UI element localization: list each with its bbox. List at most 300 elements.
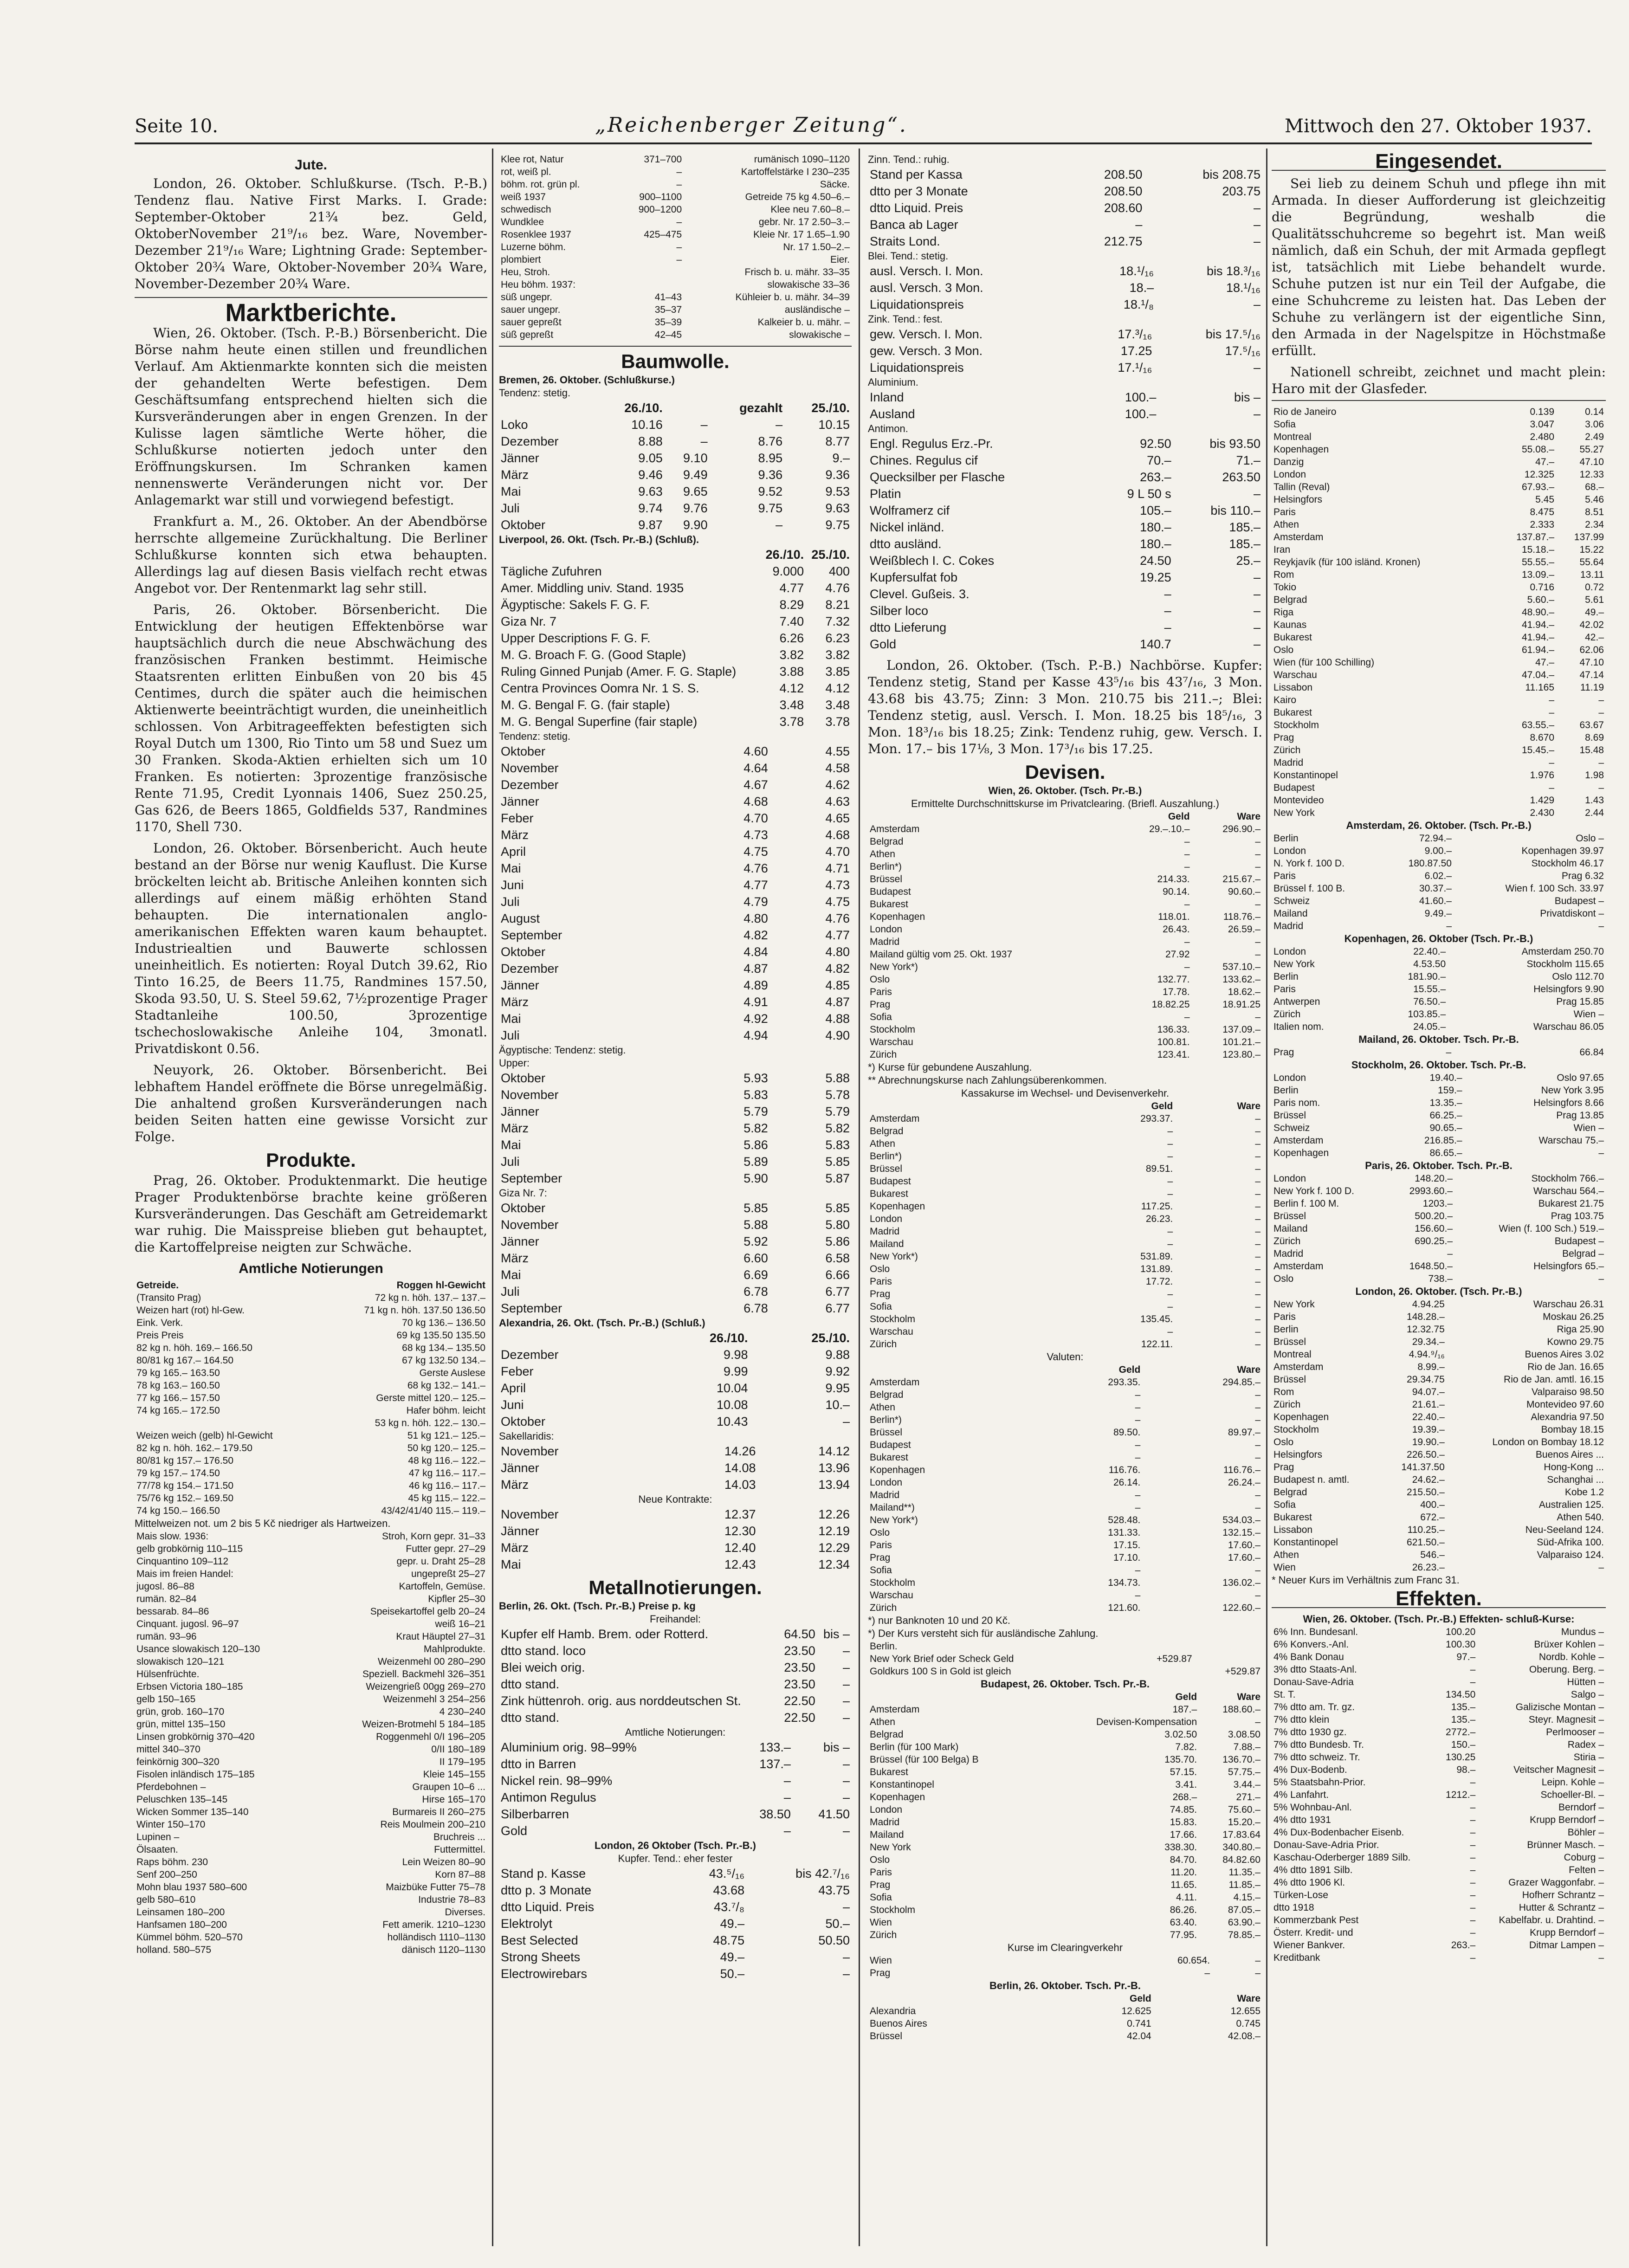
column-1 <box>135 153 487 2242</box>
row-label: Fisolen inländisch 175–185 <box>136 1769 255 1780</box>
cell-value: – <box>1255 1717 1261 1727</box>
cell-value: Oslo – <box>1576 833 1604 844</box>
table-row <box>1272 1524 1606 1536</box>
berlin-notes-table <box>868 1640 1262 1678</box>
cell-value: 9.49 <box>683 468 708 482</box>
cell-value: – <box>1255 849 1261 859</box>
cell-value: – <box>842 1950 850 1964</box>
cell-value: 4.53.50 <box>1413 959 1446 969</box>
table-row <box>1272 1751 1606 1764</box>
table-row <box>868 1275 1262 1288</box>
cell-value: 4.91 <box>743 995 768 1009</box>
row-label: Kupfersulfat fob <box>870 570 958 584</box>
cell-value: 9.75 <box>758 501 783 515</box>
table-row <box>499 216 852 228</box>
table-row <box>1272 531 1606 543</box>
table-row <box>1272 1839 1606 1851</box>
cell-value: – <box>1255 1239 1261 1249</box>
cell-value: – <box>1470 1777 1476 1788</box>
cell-value: 21.61.– <box>1412 1399 1445 1410</box>
cell-value: London on Bombay 18.12 <box>1492 1437 1604 1447</box>
cell-value: – <box>1164 620 1171 634</box>
cell-value: Galizische Montan – <box>1515 1702 1604 1712</box>
cell-value: 5.46 <box>1585 494 1604 505</box>
table-row <box>1272 443 1606 456</box>
column-header: Ware <box>1237 1692 1261 1702</box>
cell-value: 621.50.– <box>1407 1537 1445 1548</box>
kopenhagen-table <box>1272 945 1606 1033</box>
cell-value: 10.08 <box>716 1398 748 1412</box>
cell-value: Mundus – <box>1561 1627 1604 1637</box>
table-row <box>499 1949 852 1965</box>
row-label: Belgrad <box>1273 594 1307 605</box>
cell-value: Krupp Berndorf – <box>1530 1927 1604 1938</box>
cell-value: 8.77 <box>825 434 850 448</box>
cell-value: – <box>1184 899 1190 910</box>
row-label: Iran <box>1273 544 1291 555</box>
cell-value: 215.67.– <box>1222 874 1261 885</box>
table-row <box>868 1036 1262 1048</box>
table-row <box>499 266 852 278</box>
cell-value: 89.97.– <box>1228 1427 1261 1438</box>
table-row <box>1272 1676 1606 1688</box>
cell-value: 6.66 <box>825 1268 850 1282</box>
cell-value: 3.78 <box>779 715 804 729</box>
cell-value: – <box>1253 201 1261 215</box>
row-label: Brüssel <box>1273 1374 1306 1385</box>
cell-value: – <box>1255 1440 1261 1450</box>
cell-value: 185.– <box>1229 537 1261 551</box>
giza-heading: Giza Nr. 7: <box>499 1187 547 1199</box>
table-row <box>1272 895 1606 907</box>
row-label: (Transito Prag) <box>136 1292 201 1303</box>
table-row <box>868 233 1262 250</box>
cell-value: Valparaiso 98.50 <box>1531 1387 1604 1397</box>
table-row <box>868 1451 1262 1464</box>
table-row <box>868 1602 1262 1614</box>
column-header: 26./10. <box>624 401 663 415</box>
cell-value: 100.30 <box>1446 1639 1476 1650</box>
row-label: Prag <box>1273 732 1294 743</box>
row-label: 82 kg n. höh. 169.– 166.50 <box>136 1343 252 1353</box>
table-header-row <box>868 1363 1262 1376</box>
cell-value: – <box>1184 937 1190 947</box>
table-row <box>868 183 1262 200</box>
table-row <box>868 1439 1262 1451</box>
row-label: Wolframerz cif <box>870 504 950 517</box>
row-label: September <box>501 1171 562 1185</box>
cell-value: dänisch 1120–1130 <box>401 1945 485 1955</box>
row-label: März <box>501 468 529 482</box>
london-nachboerse: London, 26. Oktober. (Tsch. P.-B.) Nachbörse. Kupfer: Tendenz stetig, Stand per Kasse 43⁵/₁₆ bis 43⁷/₁₆, 3 Mon. 43.68 bis 43.75; Zinn: 3 Mon. 210.75 bis 211.–; Blei: Tendenz stetig, ausl. Versch. I. Mon. 18.25 bis 18⁵/₁₆, 3 Mon. 18³/₁₆ bis 18.25; Zink: Tendenz ruhig, gew. Versch. I. Mon. 17.– bis 17⅛, 3 Mon. 17³/₁₆ bis 17.25. <box>868 658 1262 756</box>
cell-value: Kühleier b. u. mähr. 34–39 <box>735 292 850 303</box>
cell-value: – <box>1167 1176 1173 1187</box>
cell-value: 2.49 <box>1585 432 1604 442</box>
cell-value: Industrie 78–83 <box>418 1894 485 1905</box>
column-header: gezahlt <box>739 401 783 415</box>
cell-value: 1.43 <box>1585 795 1604 806</box>
table-row <box>1272 1361 1606 1373</box>
row-label: Montevideo <box>1273 795 1324 806</box>
cell-value: 9.000 <box>772 564 804 578</box>
table-row <box>135 1906 487 1919</box>
row-label: Usance slowakisch 120–130 <box>136 1644 260 1654</box>
cell-value: 43.75 <box>818 1883 850 1897</box>
cell-value: 10.15 <box>818 418 850 432</box>
row-label: New York <box>1273 808 1315 818</box>
table-row <box>868 1728 1262 1741</box>
table-row <box>499 843 852 860</box>
cell-value: 4.79 <box>743 895 768 909</box>
row-label: Leinsamen 180–200 <box>136 1907 225 1918</box>
cell-value: 12.325 <box>1524 469 1555 480</box>
cell-value: 11.85.– <box>1228 1880 1261 1890</box>
cell-value: – <box>1135 218 1143 232</box>
row-label: Reykjavík (für 100 isländ. Kronen) <box>1273 557 1421 568</box>
kupfer-heading: Kupfer. Tend.: eher fester <box>618 1853 733 1864</box>
table-row <box>499 580 852 596</box>
cell-value: 9.46 <box>638 468 663 482</box>
cell-value: 180.– <box>1140 537 1171 551</box>
column-header: 26./10. <box>709 1331 748 1345</box>
row-label: Madrid <box>870 937 900 947</box>
cell-value: 5.85 <box>825 1201 850 1215</box>
table-row <box>499 450 852 466</box>
row-label: London <box>1273 846 1306 856</box>
cell-value: bis – <box>823 1627 850 1641</box>
cell-value: 47.14 <box>1579 670 1604 680</box>
cell-value: 2772.– <box>1446 1727 1476 1738</box>
cell-value: Prag 15.85 <box>1556 996 1604 1007</box>
row-label: Kupfer elf Hamb. Brem. oder Rotterd. <box>501 1627 709 1641</box>
cell-value: 63.90.– <box>1228 1917 1261 1928</box>
table-row <box>1272 1901 1606 1914</box>
table-row <box>135 1404 487 1417</box>
report-paris: Paris, 26. Oktober. Börsenbericht. Die Entwicklung der heutigen Effektenbörse war hauptsächlich durch die neue Abschwächung des französischen Franken bestimmt. Heimische Staatsrenten erlitten Einbußen von 20 bis 45 Centimes, durch die später auch die heimischen Aktienwerte beeinträchtigt wurden, die uneinheitlich schlossen. Von Arbitrageeffekten befestigten sich Royal Dutch um 1300, Rio Tinto um 58 und Suez um 30 Franken. Skoda-Aktien erhielten sich um 10 Franken. Es notierten: 3prozentige französische Rente 71.95, Credit Lyonnais 1406, Suez 250.25, Gas 626, de Beers 1865, Goldfields 537, Randmines 1170, Shell 730. <box>135 602 487 834</box>
cell-value: 49.– <box>1585 607 1604 618</box>
cell-value: 101.21.– <box>1222 1037 1261 1047</box>
cell-value: holländisch 1110–1130 <box>387 1932 485 1943</box>
row-label: Bukarest <box>870 1189 908 1199</box>
row-label: Electrowirebars <box>501 1967 588 1981</box>
row-label: N. York f. 100 D. <box>1273 858 1345 869</box>
row-label: New York*) <box>870 1251 918 1262</box>
row-label: Bukarest <box>870 899 908 910</box>
column-header <box>868 1363 1038 1376</box>
aegypt-tendenz: Ägyptische: Tendenz: stetig. <box>499 1044 626 1056</box>
cell-value: – <box>1598 695 1604 705</box>
budapest-table <box>868 1691 1262 1941</box>
row-label: Warschau <box>1273 670 1317 680</box>
table-row <box>1272 1764 1606 1776</box>
table-row <box>135 1919 487 1931</box>
cell-value: Amsterdam 250.70 <box>1521 946 1604 957</box>
row-label: 4% Lanfahrt. <box>1273 1790 1329 1800</box>
cell-value: 11.65. <box>1170 1880 1197 1890</box>
cell-value: – <box>1549 707 1555 718</box>
cell-value: Frisch b. u. mähr. 33–35 <box>744 267 850 278</box>
row-label: Helsingfors <box>1273 1449 1323 1460</box>
row-label: Prag <box>1273 1047 1294 1058</box>
row-label: Zürich <box>1273 1236 1301 1247</box>
table-row <box>1272 945 1606 958</box>
table-row <box>868 2017 1262 2030</box>
row-label: Paris <box>1273 871 1296 881</box>
table-header-row <box>499 1330 852 1346</box>
table-row <box>499 1693 852 1709</box>
row-label: dtto Liquid. Preis <box>870 201 963 215</box>
table-row <box>1272 857 1606 870</box>
row-label: 4% dtto 1906 Kl. <box>1273 1877 1345 1888</box>
row-label: Rom <box>1273 569 1294 580</box>
row-label: Linsen grobkörnig 370–420 <box>136 1732 255 1742</box>
kopenhagen-heading: Kopenhagen, 26. Oktober (Tsch. Pr.-B.) <box>1344 933 1533 944</box>
cell-value: 4.15.– <box>1233 1892 1261 1903</box>
row-label: Prag <box>870 1289 891 1299</box>
table-row <box>1272 606 1606 619</box>
table-row <box>1272 995 1606 1008</box>
row-label: Dezember <box>501 434 559 448</box>
row-label: Brüssel f. 100 B. <box>1273 883 1345 894</box>
cell-value: Roggenmehl 0/I 196–205 <box>376 1732 485 1742</box>
table-row <box>868 1238 1262 1250</box>
cell-value: 110.25.– <box>1407 1525 1445 1535</box>
table-row <box>868 1175 1262 1188</box>
cell-value: 5.92 <box>743 1234 768 1248</box>
cell-value: Bruchreis ... <box>433 1832 485 1842</box>
table-row <box>868 1526 1262 1539</box>
table-row <box>499 1756 852 1772</box>
table-row <box>868 552 1262 569</box>
cell-value: – <box>842 1790 850 1804</box>
cell-value: – <box>1135 1389 1141 1400</box>
cell-value: 136.33. <box>1157 1024 1190 1035</box>
table-row <box>1272 1373 1606 1386</box>
row-label: London <box>1273 469 1306 480</box>
cell-value: Futtermittel. <box>434 1844 485 1855</box>
row-label: Antwerpen <box>1273 996 1320 1007</box>
row-label: Belgrad <box>870 836 904 847</box>
cell-value: Gerste Auslese <box>419 1368 485 1378</box>
table-row <box>868 1640 1262 1653</box>
row-label: Mai <box>501 861 521 875</box>
cell-value: – <box>1253 487 1261 501</box>
cell-value: 12.19 <box>818 1524 850 1538</box>
cell-value: bis – <box>823 1740 850 1754</box>
cell-value: 26.23. <box>1145 1214 1173 1224</box>
table-row <box>868 602 1262 619</box>
cell-value: 4.82 <box>743 928 768 942</box>
cell-value: – <box>1447 1248 1453 1259</box>
row-label: Aluminium orig. 98–99% <box>501 1740 637 1754</box>
table-row <box>1272 970 1606 983</box>
table-row <box>1272 920 1606 932</box>
cell-value: 42.02 <box>1579 620 1604 630</box>
cell-value: – <box>842 1900 850 1914</box>
table-row <box>1272 1097 1606 1109</box>
cell-value: 132.77. <box>1157 974 1190 985</box>
cell-value: 55.27 <box>1579 444 1604 455</box>
cell-value: Devisen-Kompensation <box>1096 1717 1197 1727</box>
table-header-row <box>499 546 852 563</box>
cell-value: 2.430 <box>1530 808 1555 818</box>
row-label: Silberbarren <box>501 1807 569 1821</box>
cell-value: – <box>842 1644 850 1658</box>
zink-heading: Zink. Tend.: fest. <box>868 313 943 325</box>
row-label: Mai <box>501 1557 521 1571</box>
row-label: Upper Descriptions F. G. F. <box>501 631 651 645</box>
table-row <box>135 1768 487 1781</box>
row-label: New York <box>1273 959 1315 969</box>
column-rule <box>1266 149 1267 2246</box>
cell-value: 70 kg 136.– 136.50 <box>402 1318 485 1328</box>
liverpool-tendenz: Tendenz: stetig. <box>499 730 571 742</box>
row-label: April <box>501 1381 526 1395</box>
cell-value: 2.34 <box>1585 519 1604 530</box>
table-row <box>1272 1084 1606 1097</box>
table-row <box>1272 870 1606 882</box>
table-row <box>1272 1109 1606 1122</box>
cell-value: – <box>1253 361 1261 375</box>
cell-value: 6.02.– <box>1424 871 1452 881</box>
row-label: Schweiz <box>1273 1123 1310 1133</box>
giza-table <box>499 1200 852 1317</box>
cell-value: Kabelfabr. u. Drahtind. – <box>1499 1915 1604 1926</box>
row-label: Liquidationspreis <box>870 361 964 375</box>
cell-value: 23.50 <box>784 1644 815 1658</box>
table-row <box>868 1150 1262 1163</box>
cell-value: 47.10 <box>1579 457 1604 467</box>
table-row <box>135 1492 487 1505</box>
cell-value: – <box>1598 1148 1604 1158</box>
table-row <box>1272 1789 1606 1801</box>
cell-value: Prag 103.75 <box>1551 1211 1604 1221</box>
sakel-heading: Sakellaridis: <box>499 1430 554 1442</box>
stockholm-heading: Stockholm, 26. Oktober. Tsch. Pr.-B. <box>1351 1059 1526 1071</box>
cell-value: Stroh, Korn gepr. 31–33 <box>382 1531 485 1542</box>
row-label: Stockholm <box>870 1024 916 1035</box>
row-label: Jänner <box>501 1234 539 1248</box>
cell-value: 55.55.– <box>1521 557 1555 568</box>
cell-value: 216.85.– <box>1424 1135 1462 1146</box>
metall-heading: Metallnotierungen. <box>588 1577 762 1598</box>
row-label: Amer. Middling univ. Stand. 1935 <box>501 581 684 595</box>
produkte-heading: Produkte. <box>266 1149 356 1171</box>
cell-value: Weizenmehl 00 280–290 <box>378 1656 485 1667</box>
cell-value: 68 kg 132.– 141.– <box>407 1380 485 1391</box>
table-row <box>499 1676 852 1693</box>
cell-value: 121.60. <box>1108 1602 1141 1613</box>
cell-value: 15.48 <box>1579 745 1604 756</box>
table-row <box>868 898 1262 911</box>
cell-value: 4.64 <box>743 761 768 775</box>
table-row <box>1272 1461 1606 1473</box>
table-row <box>868 1589 1262 1602</box>
table-row <box>135 1643 487 1655</box>
cell-value: – <box>1135 1590 1141 1601</box>
cell-value: – <box>1470 1952 1476 1963</box>
cell-value: 64.50 <box>784 1627 815 1641</box>
table-row <box>868 1879 1262 1891</box>
cell-value: bis 110.– <box>1210 504 1261 517</box>
cell-value: 296.90.– <box>1222 824 1261 834</box>
cell-value: Korn 87–88 <box>435 1869 485 1880</box>
cell-value: 690.25.– <box>1415 1236 1453 1247</box>
cell-value: 132.15.– <box>1222 1527 1261 1538</box>
table-row <box>868 1489 1262 1501</box>
table-row <box>868 1389 1262 1401</box>
devisen-zurich-table <box>1272 406 1606 819</box>
cell-value: 12.655 <box>1230 2006 1261 2016</box>
row-label: Peluschken 135–145 <box>136 1794 228 1805</box>
cell-value: 3.02.50 <box>1164 1729 1197 1740</box>
cell-value: 9.74 <box>638 501 663 515</box>
upper-heading: Upper: <box>499 1057 530 1069</box>
row-label: Heu, Stroh. <box>501 267 550 278</box>
table-row <box>135 1793 487 1806</box>
cell-value: – <box>842 1757 850 1771</box>
row-label: März <box>501 1478 529 1492</box>
row-label: Italien nom. <box>1273 1021 1324 1032</box>
table-row <box>1272 1298 1606 1311</box>
row-label: Stockholm <box>870 1905 916 1915</box>
cell-value: – <box>1598 1952 1604 1963</box>
table-row <box>868 1200 1262 1213</box>
table-row <box>868 1916 1262 1929</box>
table-row <box>1272 1499 1606 1511</box>
column-header <box>499 1330 648 1346</box>
cell-value: 98.– <box>1456 1764 1476 1775</box>
table-row <box>1272 619 1606 631</box>
cell-value: Leipn. Kohle – <box>1541 1777 1604 1788</box>
cell-value: – <box>1255 1968 1261 1978</box>
cell-value: 140.7 <box>1140 637 1171 651</box>
table-row <box>868 986 1262 998</box>
cell-value: 29.–.10.– <box>1149 824 1190 834</box>
row-label: Sofia <box>870 1012 892 1022</box>
row-label: grün, mittel 135–150 <box>136 1719 226 1730</box>
row-label: Zürich <box>870 1049 897 1060</box>
table-row <box>1272 1876 1606 1889</box>
row-label: Silber loco <box>870 604 929 618</box>
cell-value: 7.32 <box>825 614 850 628</box>
cell-value: 8.475 <box>1530 507 1555 517</box>
row-label: Paris <box>1273 507 1296 517</box>
row-label: ausl. Versch. 3 Mon. <box>870 281 983 295</box>
cell-value: 122.60.– <box>1222 1602 1261 1613</box>
devisen-heading: Devisen. <box>1025 761 1105 783</box>
cell-value: 5.79 <box>825 1105 850 1118</box>
cell-value: Bukarest 21.75 <box>1538 1198 1604 1209</box>
row-label <box>135 1417 321 1429</box>
cell-value: – <box>700 434 708 448</box>
row-label: 6% Inn. Bundesanl. <box>1273 1627 1358 1637</box>
cell-value: 180.– <box>1140 520 1171 534</box>
table-row <box>1272 1511 1606 1524</box>
table-row <box>868 263 1262 279</box>
row-label: dtto per 3 Monate <box>870 184 968 198</box>
row-label: Zürich <box>870 1930 897 1940</box>
cell-value: Weizen-Brotmehl 5 184–185 <box>362 1719 485 1730</box>
effekten-subheading: Wien, 26. Oktober. (Tsch. Pr.-B.) Effekten- schluß-Kurse: <box>1303 1613 1575 1625</box>
cell-value: 116.76. <box>1108 1465 1141 1475</box>
row-label: Engl. Regulus Erz.-Pr. <box>870 437 993 451</box>
cell-value: Burmareis II 260–275 <box>392 1807 485 1817</box>
table-row <box>868 1464 1262 1476</box>
cell-value: 24.05.– <box>1413 1021 1446 1032</box>
row-label: Sofia <box>870 1565 892 1576</box>
cell-value: 135.– <box>1451 1702 1476 1712</box>
